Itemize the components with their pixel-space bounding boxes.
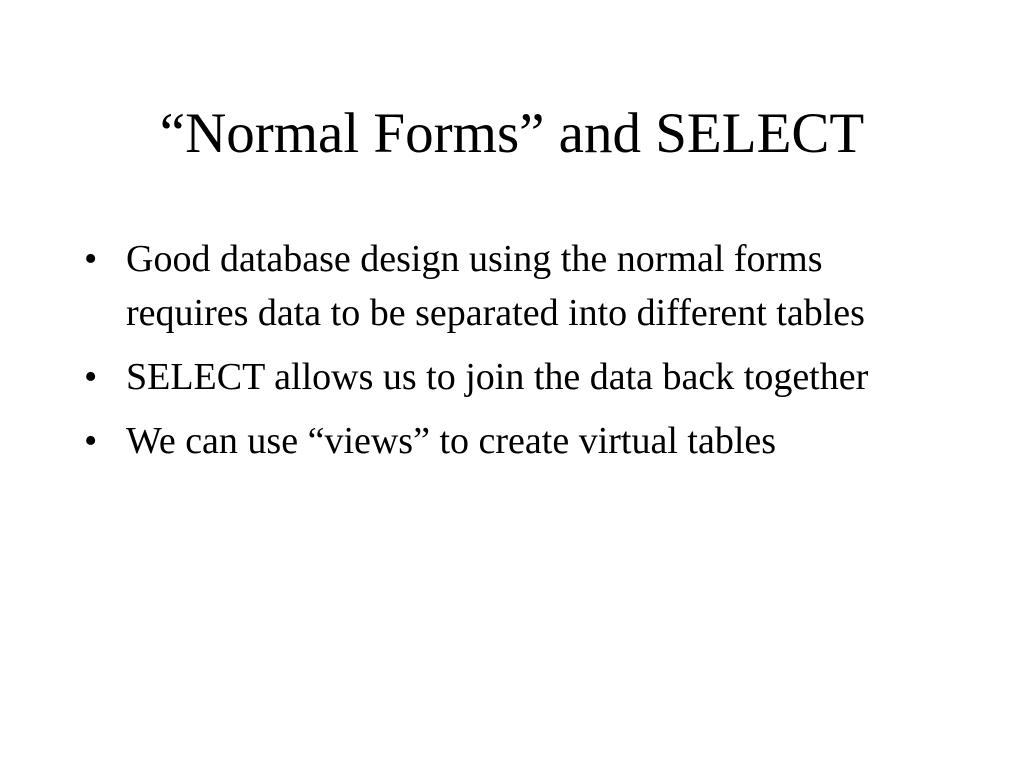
bullet-text: We can use “views” to create virtual tables [126, 420, 777, 462]
bullet-text: Good database design using the normal forms requires data to be separated into different tables [126, 238, 865, 334]
bullet-marker: • [84, 238, 98, 280]
bullet-text: SELECT allows us to join the data back together [126, 356, 869, 398]
bullet-list [84, 232, 964, 478]
bullet-item [84, 414, 964, 468]
slide-title: “Normal Forms” and SELECT [159, 102, 865, 165]
bullet-marker: • [84, 356, 98, 398]
bullet-item [84, 232, 871, 340]
bullet-item [84, 350, 881, 404]
bullet-marker: • [84, 420, 98, 462]
